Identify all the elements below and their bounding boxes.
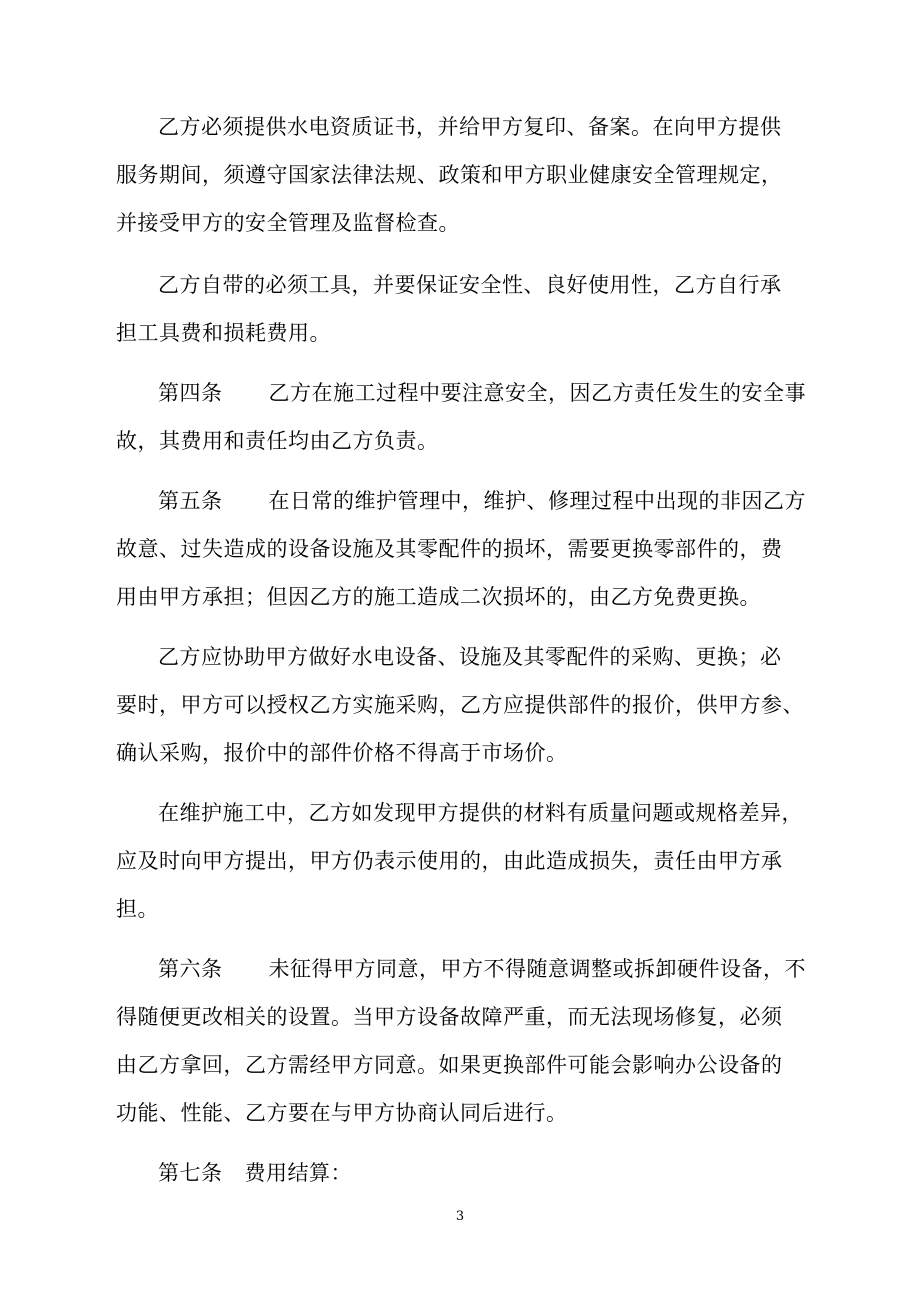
paragraph-line: 得随便更改相关的设置。当甲方设备故障严重，而无法现场修复，必须 xyxy=(116,1005,783,1029)
paragraph-line: 由乙方拿回，乙方需经甲方同意。如果更换部件可能会影响办公设备的 xyxy=(116,1053,783,1077)
page-number: 3 xyxy=(455,1209,465,1224)
paragraph-line: 用由甲方承担；但因乙方的施工造成二次损坏的，由乙方免费更换。 xyxy=(116,585,761,609)
article-number: 第五条 xyxy=(158,489,223,513)
paragraph-line: 在维护施工中，乙方如发现甲方提供的材料有质量问题或规格差异， xyxy=(158,801,803,825)
paragraph-line: 乙方必须提供水电资质证书，并给甲方复印、备案。在向甲方提供 xyxy=(158,115,782,139)
article-text: 在日常的维护管理中，维护、修理过程中出现的非因乙方 xyxy=(268,489,806,513)
paragraph-line: 乙方自带的必须工具，并要保证安全性、良好使用性，乙方自行承 xyxy=(158,273,782,297)
paragraph-line: 担。 xyxy=(116,897,159,921)
paragraph-line: 乙方应协助甲方做好水电设备、设施及其零配件的采购、更换；必 xyxy=(158,645,782,669)
article-first-line xyxy=(158,954,806,984)
paragraph-line: 功能、性能、乙方要在与甲方协商认同后进行。 xyxy=(116,1101,568,1125)
paragraph-line: 确认采购，报价中的部件价格不得高于市场价。 xyxy=(116,741,568,765)
article-first-line xyxy=(158,378,806,408)
article-number: 第七条 xyxy=(158,1161,223,1185)
article-number: 第四条 xyxy=(158,381,223,405)
paragraph-line: 并接受甲方的安全管理及监督检查。 xyxy=(116,211,460,235)
article-text: 费用结算： xyxy=(244,1161,352,1185)
paragraph-line: 应及时向甲方提出，甲方仍表示使用的，由此造成损失，责任由甲方承 xyxy=(116,849,783,873)
article-first-line xyxy=(158,1158,352,1188)
article-first-line xyxy=(158,486,806,516)
article-number: 第六条 xyxy=(158,957,223,981)
paragraph-line: 服务期间，须遵守国家法律法规、政策和甲方职业健康安全管理规定， xyxy=(116,163,783,187)
paragraph-line: 故意、过失造成的设备设施及其零配件的损坏，需要更换零部件的，费 xyxy=(116,537,783,561)
paragraph-line: 担工具费和损耗费用。 xyxy=(116,321,331,345)
paragraph-line: 要时，甲方可以授权乙方实施采购，乙方应提供部件的报价，供甲方参、 xyxy=(116,693,804,717)
article-text: 乙方在施工过程中要注意安全，因乙方责任发生的安全事 xyxy=(268,381,806,405)
article-text: 未征得甲方同意，甲方不得随意调整或拆卸硬件设备，不 xyxy=(268,957,806,981)
paragraph-line: 故，其费用和责任均由乙方负责。 xyxy=(116,429,439,453)
